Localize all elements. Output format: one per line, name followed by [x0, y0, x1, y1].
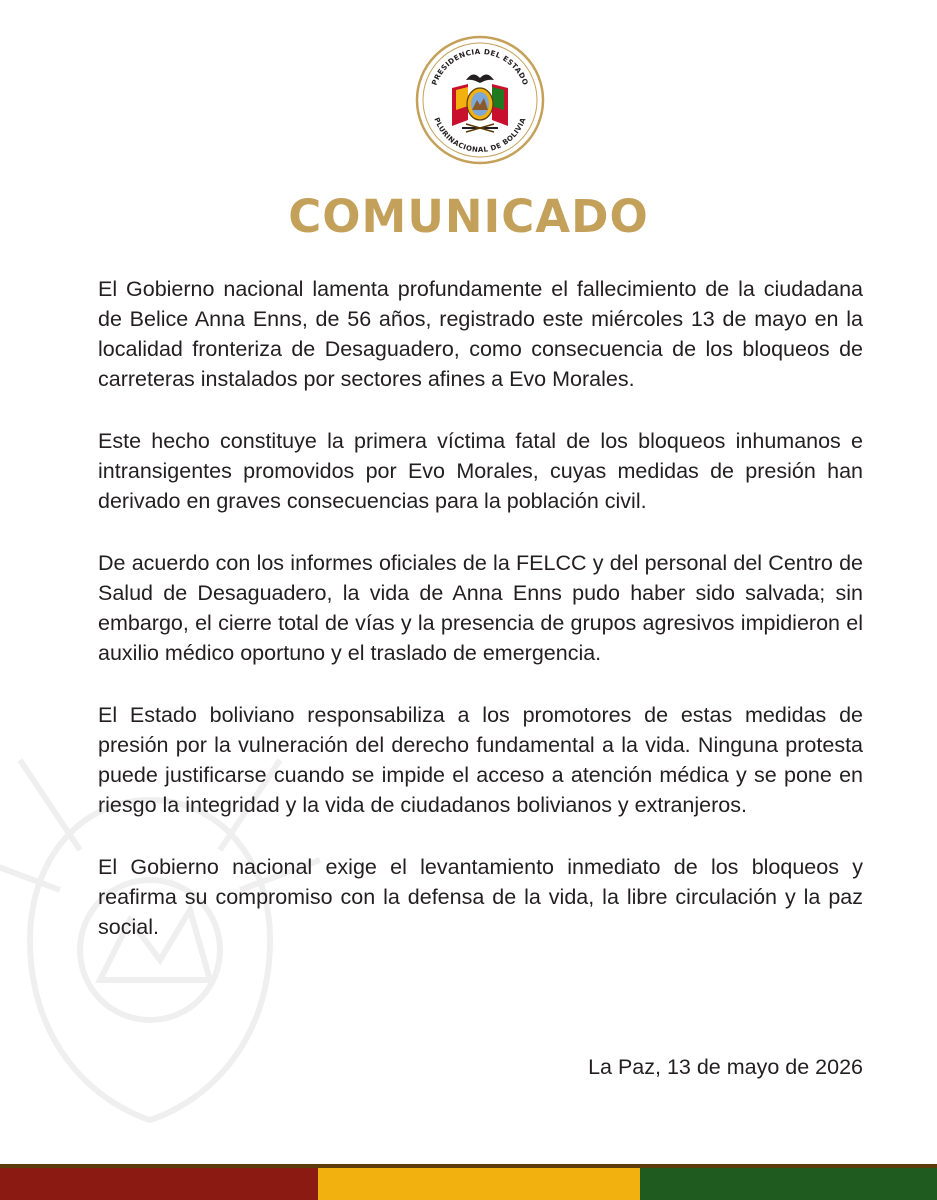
paragraph-2: Este hecho constituye la primera víctima fatal de los bloqueos inhumanos e intransigentes promovidos por Evo Morales, cuyas medidas de presión han derivado en graves consecuencias para la población civil. [98, 429, 863, 513]
flag-stripe-yellow [318, 1168, 640, 1200]
seal-text-bottom: PLURINACIONAL DE BOLIVIA [432, 116, 528, 155]
date-line: La Paz, 13 de mayo de 2026 [588, 1055, 863, 1079]
statement-body [98, 274, 863, 974]
paragraph-1: El Gobierno nacional lamenta profundamente el fallecimiento de la ciudadana de Belice Anna Enns, de 56 años, registrado este miércoles 13 de mayo en la localidad fronteriza de Desaguadero, como consecuencia de los bloqueos de carreteras instalados por sectores afines a Evo Morales. [98, 277, 863, 391]
paragraph-5: El Gobierno nacional exige el levantamiento inmediato de los bloqueos y reafirma su compromiso con la defensa de la vida, la libre circulación y la paz social. [98, 855, 863, 939]
seal-text-top: PRESIDENCIA DEL ESTADO [429, 46, 531, 87]
flag-stripe-green [640, 1168, 937, 1200]
paragraph-4: El Estado boliviano responsabiliza a los promotores de estas medidas de presión por la vulneración del derecho fundamental a la vida. Ninguna protesta puede justificarse cuando se impide el acceso a atención médica y se pone en riesgo la integridad y la vida de ciudadanos bolivianos y extranjeros. [98, 703, 863, 817]
flag-stripe-red [0, 1168, 318, 1200]
paragraph-3: De acuerdo con los informes oficiales de la FELCC y del personal del Centro de Salud de Desaguadero, la vida de Anna Enns pudo haber sido salvada; sin embargo, el cierre total de vías y la presencia de grupos agresivos impidieron el auxilio médico oportuno y el traslado de emergencia. [98, 551, 863, 665]
flag-color-bar [0, 1168, 937, 1200]
presidency-seal [414, 34, 546, 166]
page-title: COMUNICADO [288, 190, 649, 243]
